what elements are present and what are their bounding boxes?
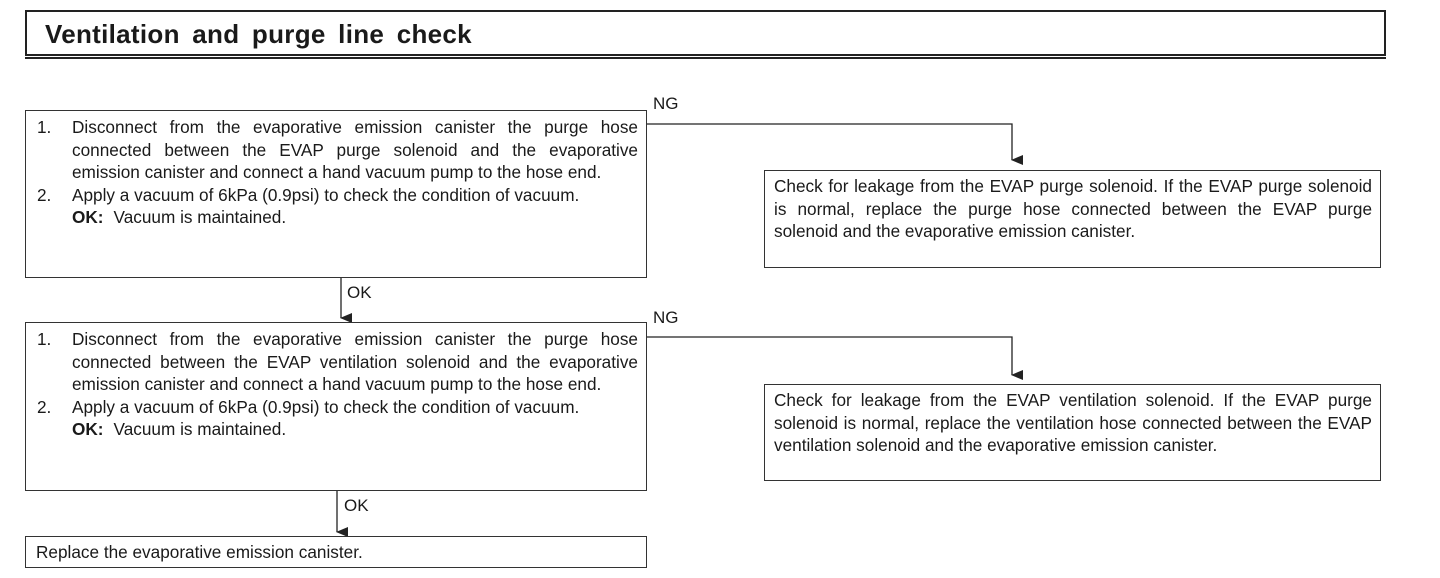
page-title: Ventilation and purge line check: [45, 19, 472, 49]
step-1-ok-criteria: OK: Vacuum is maintained.: [72, 207, 287, 228]
step-2-item-1: 1. Disconnect from the evaporative emission canister the purge hose connected between the EVAP ventilation solenoid and the evaporative emission canister and connect a hand vacuum pump to the hose end.: [37, 329, 638, 395]
check-step-1: [25, 110, 647, 278]
ng-label-1: NG: [653, 94, 679, 113]
final-step: Replace the evaporative emission canister.: [25, 536, 647, 568]
ng-label-2: NG: [653, 308, 679, 327]
check-step-2: [25, 322, 647, 491]
ok-label-1: OK: [347, 283, 372, 302]
ng-result-1: Check for leakage from the EVAP purge solenoid. If the EVAP purge solenoid is normal, replace the purge hose connected between the EVAP purge solenoid and the evaporative emission canister.: [764, 170, 1381, 268]
ok-label-2: OK: [344, 496, 369, 515]
step-1-item-1: 1. Disconnect from the evaporative emission canister the purge hose connected between the EVAP purge solenoid and the evaporative emission canister and connect a hand vacuum pump to the hose end.: [37, 117, 638, 183]
step-2-item-2: 2. Apply a vacuum of 6kPa (0.9psi) to check the condition of vacuum.: [37, 396, 580, 417]
ng-result-2: Check for leakage from the EVAP ventilation solenoid. If the EVAP purge solenoid is normal, replace the ventilation hose connected between the EVAP ventilation solenoid and the evaporative emission canister.: [764, 384, 1381, 481]
step-2-ok-criteria: OK: Vacuum is maintained.: [72, 419, 287, 440]
ng-connector-1: [647, 124, 1012, 160]
ng-connector-2: [647, 337, 1012, 375]
step-1-item-2: 2. Apply a vacuum of 6kPa (0.9psi) to check the condition of vacuum.: [37, 184, 580, 205]
